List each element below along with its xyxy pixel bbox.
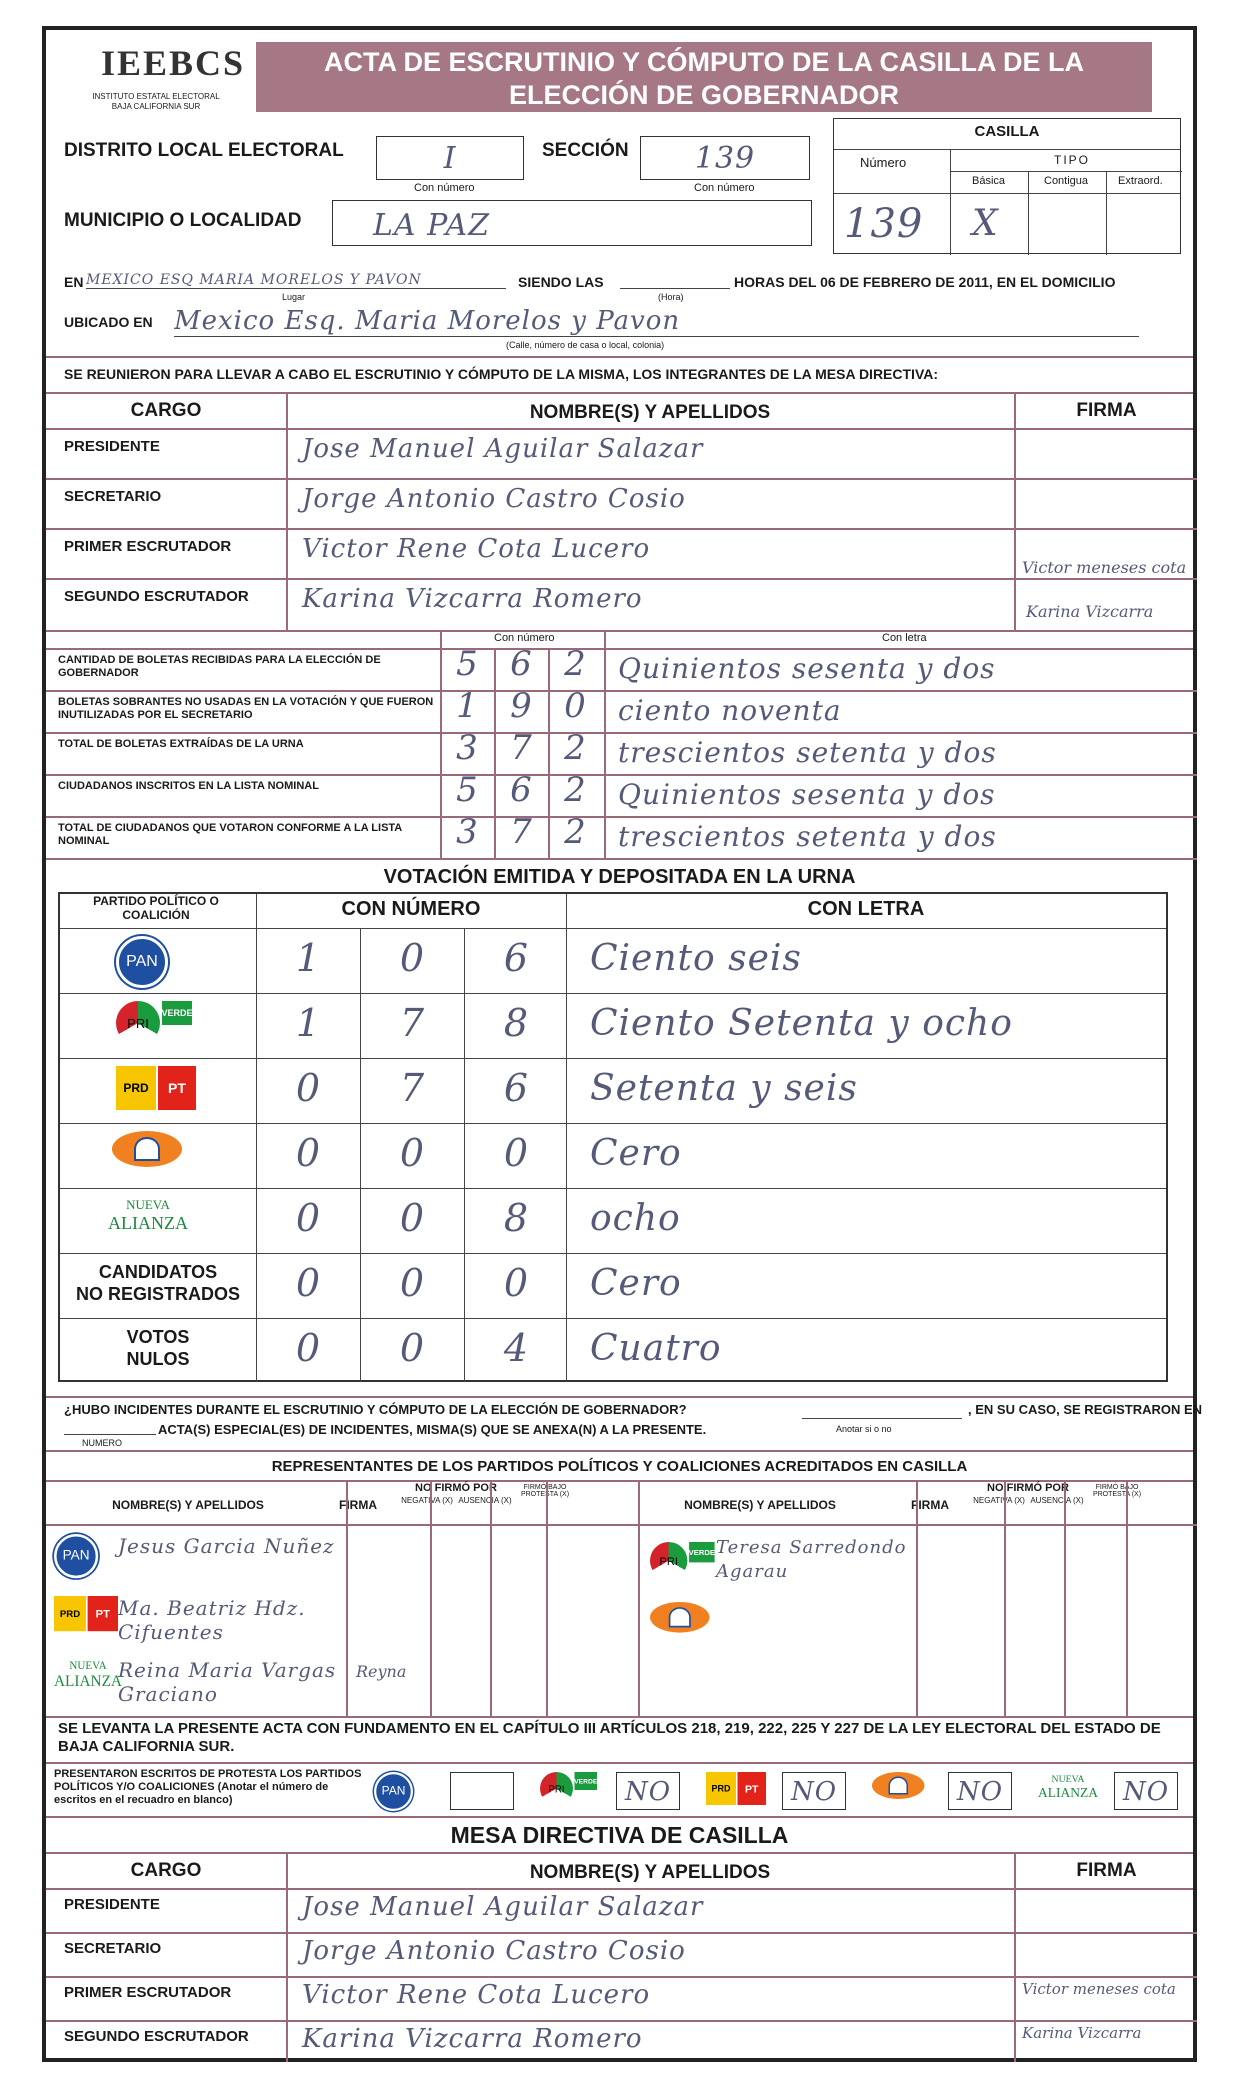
verde-logo-icon: VERDE [162,1001,192,1025]
fundamento-text: SE LEVANTA LA PRESENTE ACTA CON FUNDAMENTO EN EL CAPÍTULO III ARTÍCULOS 218, 219, 222, 225 Y 227 DE LA LEY ELECTORAL DEL ESTADO DE BAJA CALIFORNIA SUR. [58,1720,1161,1755]
ubicado-value: Mexico Esq. Maria Morelos y Pavon [174,306,1139,337]
boleta-label: CIUDADANOS INSCRITOS EN LA LISTA NOMINAL [58,780,319,792]
boleta-label: TOTAL DE CIUDADANOS QUE VOTARON CONFORME A LA LISTA NOMINAL [58,822,402,847]
voto-digit: 6 [503,1066,529,1110]
firma-primer: Victor meneses cota [1022,558,1187,577]
rep-firmo-bajo: FIRMÓ BAJO PROTESTA (X) [1092,1484,1142,1498]
mesa-nombre: Jorge Antonio Castro Cosio [302,484,686,514]
casilla-label: CASILLA [974,123,1040,140]
mesa2-row-divider [46,2020,1197,2022]
protesta-count-box[interactable] [948,1772,1012,1810]
boleta-row-divider [46,858,1197,860]
boleta-letra: trescientos setenta y dos [618,736,997,769]
mesa2-cargo: PRIMER ESCRUTADOR [64,1984,232,2001]
mesa-firma-header: FIRMA [1076,400,1137,421]
rep-no-firmo: NO FIRMÓ POR [987,1482,1069,1494]
voto-digit: 0 [295,1326,321,1370]
mesa2-nombre: Jose Manuel Aguilar Salazar [302,1892,704,1922]
col-numero-header: CON NÚMERO [341,898,481,920]
na-line1: NUEVA [69,1658,107,1672]
rep-col-divider [430,1480,432,1716]
na-line2: ALIANZA [54,1672,122,1690]
institute-state: BAJA CALIFORNIA SUR [111,102,201,111]
rep-firmo-bajo: FIRMÓ BAJO PROTESTA (X) [520,1484,570,1498]
voto-digit: 1 [295,936,321,980]
boleta-digit: 2 [564,728,586,768]
rep-col-divider [1126,1480,1128,1716]
con-letra-header: Con letra [882,632,927,644]
mesa-cargo: SECRETARIO [64,488,162,505]
voto-letra: Cuatro [590,1328,722,1369]
candidatos-no-registrados-label: CANDIDATOS NO REGISTRADOS [75,1262,240,1304]
voto-digit: 7 [399,1066,425,1110]
rep-left-nombre: Jesus Garcia Nuñez [118,1534,335,1558]
pt-logo-icon: PT [158,1066,196,1110]
seccion-field [640,136,810,180]
prd-logo-icon: PRD [116,1066,156,1110]
pan-logo-icon: PAN [54,1534,98,1578]
voto-row-divider [60,1318,1166,1319]
ubicado-label: UBICADO EN [64,314,153,330]
boleta-digit: 5 [456,644,478,684]
pan-logo-icon: PAN [116,936,168,988]
mesa2-nombre: Jorge Antonio Castro Cosio [302,1936,686,1966]
reunion-text: SE REUNIERON PARA LLEVAR A CABO EL ESCRUTINIO Y CÓMPUTO DE LA MISMA, LOS INTEGRANTES DE LA MESA DIRECTIVA: [64,366,939,382]
boleta-digit: 3 [456,812,478,852]
votacion-title: VOTACIÓN EMITIDA Y DEPOSITADA EN LA URNA [383,866,856,888]
boleta-digit: 6 [510,770,532,810]
voto-letra: Ciento Setenta y ocho [590,1003,1013,1044]
municipio-value: LA PAZ [373,208,491,243]
voto-digit: 4 [503,1326,529,1370]
incidentes-line1: ¿HUBO INCIDENTES DURANTE EL ESCRUTINIO Y CÓMPUTO DE LA ELECCIÓN DE GOBERNADOR? [64,1402,687,1417]
casilla-box [833,118,1181,254]
rep-firma-header: FIRMA [911,1498,949,1512]
mesa2-row-divider [46,1976,1197,1978]
mesa-nombre: Jose Manuel Aguilar Salazar [302,434,704,464]
voto-digit: 8 [503,1196,529,1240]
con-numero-header: Con número [494,632,555,644]
tipo-label: TIPO [1054,153,1091,167]
protesta-count-box[interactable] [1114,1772,1178,1810]
en-label: EN [64,274,84,290]
voto-row-divider [60,1188,1166,1189]
firma-segundo: Karina Vizcarra [1026,602,1154,621]
na-line1: NUEVA [1051,1772,1085,1784]
mesa-cargo: PRIMER ESCRUTADOR [64,538,232,555]
rep-col-divider [1064,1480,1066,1716]
en-value: MEXICO ESQ MARIA MORELOS Y PAVON [86,272,506,289]
mesa2-nombre-header: NOMBRE(S) Y APELLIDOS [529,1862,771,1883]
institute-name: INSTITUTO ESTATAL ELECTORAL [92,92,220,101]
contigua-label: Contigua [1044,175,1089,187]
nueva-alianza-logo-icon [108,1196,188,1232]
rep-firma-header: FIRMA [339,1498,377,1512]
verde-logo-icon: VERDE [689,1542,715,1562]
municipio-field [332,200,812,246]
convergencia-logo-icon [650,1602,710,1633]
party-logo-pan [374,1772,413,1811]
hora-sub: (Hora) [658,292,684,302]
boleta-label: BOLETAS SOBRANTES NO USADAS EN LA VOTACIÓN Y QUE FUERON INUTILIZADAS POR EL SECRETARIO [58,696,434,721]
boleta-digit: 3 [456,728,478,768]
rep-nombre-header: NOMBRE(S) Y APELLIDOS [684,1498,836,1512]
voto-digit: 1 [295,1001,321,1045]
boleta-digit: 6 [510,644,532,684]
mesa-cargo: PRESIDENTE [64,438,160,455]
rep-left-nombre: Ma. Beatriz Hdz. Cifuentes [118,1596,306,1644]
boleta-letra: Quinientos sesenta y dos [618,778,996,811]
pt-logo-icon: PT [738,1772,767,1805]
incidentes-line2: ACTA(S) ESPECIAL(ES) DE INCIDENTES, MISMA(S) QUE SE ANEXA(N) A LA PRESENTE. [158,1422,707,1437]
voto-digit: 0 [295,1131,321,1175]
na-line2: ALIANZA [108,1213,188,1233]
mesa-nombre-header: NOMBRE(S) Y APELLIDOS [529,402,771,423]
voto-digit: 0 [503,1261,529,1305]
party-logo-nueva-alianza [108,1196,188,1232]
mesa2-cargo: SEGUNDO ESCRUTADOR [64,2028,249,2045]
title-line1: ACTA DE ESCRUTINIO Y CÓMPUTO DE LA CASILLA DE LA [323,47,1085,77]
party-logo-convergencia [112,1131,182,1167]
horas-text: HORAS DEL 06 DE FEBRERO DE 2011, EN EL DOMICILIO [734,274,1116,290]
pan-logo-icon: PAN [374,1772,413,1811]
party-logo-convergencia [650,1602,710,1633]
party-logo-convergencia [872,1772,925,1799]
protesta-count: NO [624,1777,672,1807]
mesa2-cargo: SECRETARIO [64,1940,162,1957]
incidentes-answer-field[interactable] [802,1418,962,1419]
extraord-label: Extraord. [1118,175,1163,187]
verde-logo-icon: VERDE [575,1772,598,1790]
boleta-digit: 2 [564,770,586,810]
voto-digit: 0 [399,1326,425,1370]
voto-digit: 0 [399,1196,425,1240]
mesa-nombre: Victor Rene Cota Lucero [302,534,651,564]
mesa-nombre: Karina Vizcarra Romero [302,584,643,614]
boleta-label: CANTIDAD DE BOLETAS RECIBIDAS PARA LA ELECCIÓN DE GOBERNADOR [58,654,381,679]
casilla-numero-value: 139 [844,201,924,247]
numero-label: Número [860,155,907,170]
boleta-digit: 2 [564,812,586,852]
voto-digit: 7 [399,1001,425,1045]
municipio-label: MUNICIPIO O LOCALIDAD [64,210,302,231]
party-logo-pri-verde [540,1772,597,1805]
rep-ausencia: AUSENCIA (X) [458,1496,512,1505]
voto-digit: 0 [399,1261,425,1305]
protesta-count: NO [956,1777,1004,1807]
rep-left-nombre: Reina Maria Vargas Graciano [118,1658,337,1706]
protesta-count-box[interactable] [450,1772,514,1810]
mesa2-cargo: PRESIDENTE [64,1896,160,1913]
boleta-digit: 5 [456,770,478,810]
seccion-label: SECCIÓN [542,140,629,161]
rep-col-divider [638,1480,640,1716]
voto-digit: 0 [295,1261,321,1305]
pri-logo-icon: PRI [116,1001,160,1045]
party-logo-prd-pt [116,1066,196,1110]
numero-sub: NUMERO [82,1438,122,1448]
hora-field [620,288,730,289]
rep-negativa: NEGATIVA (X) [973,1496,1025,1505]
representantes-title: REPRESENTANTES DE LOS PARTIDOS POLÍTICOS Y COALICIONES ACREDITADOS EN CASILLA [271,1458,968,1475]
basica-mark: X [972,203,999,244]
na-line1: NUEVA [126,1197,170,1212]
rep-right-nombre: Teresa Sarredondo Agarau [716,1537,907,1582]
mesa-row-divider [46,578,1197,580]
calle-sub: (Calle, número de casa o local, colonia) [506,340,665,350]
boleta-digit: 7 [510,728,532,768]
boleta-digit: 9 [510,686,532,726]
distrito-value: I [443,141,457,176]
voto-digit: 0 [503,1131,529,1175]
protesta-text: PRESENTARON ESCRITOS DE PROTESTA LOS PARTIDOS POLÍTICOS Y/O COALICIONES (Anotar el número de escritos en el recuadro en blanco) [54,1768,362,1806]
mesa-cargo: SEGUNDO ESCRUTADOR [64,588,249,605]
voto-row-divider [60,928,1166,929]
boleta-digit: 1 [456,686,478,726]
rep-ausencia: AUSENCIA (X) [1030,1496,1084,1505]
protesta-count: NO [790,1777,838,1807]
distrito-sub: Con número [414,182,475,194]
protesta-count-box[interactable] [782,1772,846,1810]
nueva-alianza-logo-icon [1038,1772,1098,1799]
voto-row-divider [60,1058,1166,1059]
votacion-table [58,892,1168,1382]
protesta-count: NO [1122,1777,1170,1807]
prd-logo-icon: PRD [706,1772,736,1805]
rep-negativa: NEGATIVA (X) [401,1496,453,1505]
rep-col-divider [490,1480,492,1716]
voto-digit: 0 [399,936,425,980]
party-logo-prd-pt [706,1772,766,1805]
distrito-label: DISTRITO LOCAL ELECTORAL [64,140,344,161]
acta-title [256,42,1152,112]
rep-col-divider [1004,1480,1006,1716]
mesa2-nombre: Victor Rene Cota Lucero [302,1980,651,2010]
prd-logo-icon: PRD [54,1596,86,1631]
mesa2-firma-segundo: Karina Vizcarra [1022,2024,1142,2042]
boleta-row-divider [46,816,1197,818]
convergencia-logo-icon [872,1772,925,1799]
voto-letra: Setenta y seis [590,1068,858,1109]
boleta-digit: 7 [510,812,532,852]
col-partido-header: PARTIDO POLÍTICO O COALICIÓN [93,894,219,922]
voto-digit: 0 [399,1131,425,1175]
acta-page [42,26,1203,2062]
convergencia-wing-icon [134,1137,160,1161]
mesa-row-divider [46,528,1197,530]
seccion-sub: Con número [694,182,755,194]
seccion-value: 139 [694,141,756,176]
voto-row-divider [60,1123,1166,1124]
ieebcs-logo [81,42,246,112]
party-logo-pan [54,1534,98,1578]
boleta-digit: 2 [564,644,586,684]
nueva-alianza-logo-icon [54,1658,122,1689]
boleta-letra: ciento noventa [618,694,842,727]
party-logo-pri-verde [116,1001,192,1045]
mesa2-title: MESA DIRECTIVA DE CASILLA [450,1822,789,1848]
boleta-digit-sep [548,648,550,858]
anotar-sub: Anotar si o no [836,1424,892,1434]
col-letra-header: CON LETRA [807,898,925,920]
voto-letra: Ciento seis [590,938,802,979]
party-logo-prd-pt [54,1596,118,1631]
distrito-field [376,136,524,180]
basica-label: Básica [972,175,1006,187]
title-line2: ELECCIÓN DE GOBERNADOR [508,80,900,110]
lugar-sub: Lugar [282,292,306,302]
rep-no-firmo: NO FIRMÓ POR [415,1482,497,1494]
siendo-label: SIENDO LAS [518,274,604,290]
boleta-digit-sep [494,648,496,858]
convergencia-wing-icon [889,1777,909,1795]
na-line2: ALIANZA [1038,1784,1098,1800]
mesa2-firma-header: FIRMA [1076,1860,1137,1881]
boleta-letra: trescientos setenta y dos [618,820,997,853]
party-logo-nueva-alianza [54,1658,122,1689]
boleta-row-divider [46,690,1197,692]
pri-logo-icon: PRI [540,1772,573,1805]
convergencia-wing-icon [669,1607,691,1627]
mesa-row-divider [46,478,1197,480]
voto-digit: 0 [295,1196,321,1240]
rep-col-divider [546,1480,548,1716]
convergencia-logo-icon [112,1131,182,1167]
rep-col-divider [346,1480,348,1716]
boleta-digit: 0 [564,686,586,726]
logo-mark: IEEBCS [101,43,246,83]
party-logo-pan [116,936,168,988]
rep-header-divider [46,1524,1197,1526]
pt-logo-icon: PT [88,1596,118,1631]
incidentes-line1b: , EN SU CASO, SE REGISTRARON EN [968,1402,1203,1417]
voto-letra: Cero [590,1133,682,1174]
mesa2-firma-primer: Victor meneses cota [1022,1980,1176,1998]
mesa-cargo-header: CARGO [130,400,202,421]
mesa2-nombre: Karina Vizcarra Romero [302,2024,643,2054]
mesa2-row-divider [46,1932,1197,1934]
party-logo-nueva-alianza [1038,1772,1098,1799]
rep-col-divider [916,1480,918,1716]
voto-row-divider [60,993,1166,994]
rep-firma-reyna: Reyna [356,1662,407,1681]
votos-nulos-label: VOTOS NULOS [126,1327,190,1369]
protesta-count-box[interactable] [616,1772,680,1810]
boleta-row-divider [46,732,1197,734]
voto-letra: ocho [590,1198,681,1239]
voto-digit: 8 [503,1001,529,1045]
mesa2-cargo-header: CARGO [130,1860,202,1881]
boleta-label: TOTAL DE BOLETAS EXTRAÍDAS DE LA URNA [58,738,304,750]
boleta-letra: Quinientos sesenta y dos [618,652,996,685]
boleta-row-divider [46,774,1197,776]
voto-row-divider [60,1253,1166,1254]
party-logo-pri-verde [650,1542,715,1579]
voto-letra: Cero [590,1263,682,1304]
incidentes-count-field[interactable] [64,1434,156,1435]
voto-digit: 6 [503,936,529,980]
rep-nombre-header: NOMBRE(S) Y APELLIDOS [112,1498,264,1512]
pri-logo-icon: PRI [650,1542,687,1579]
voto-digit: 0 [295,1066,321,1110]
